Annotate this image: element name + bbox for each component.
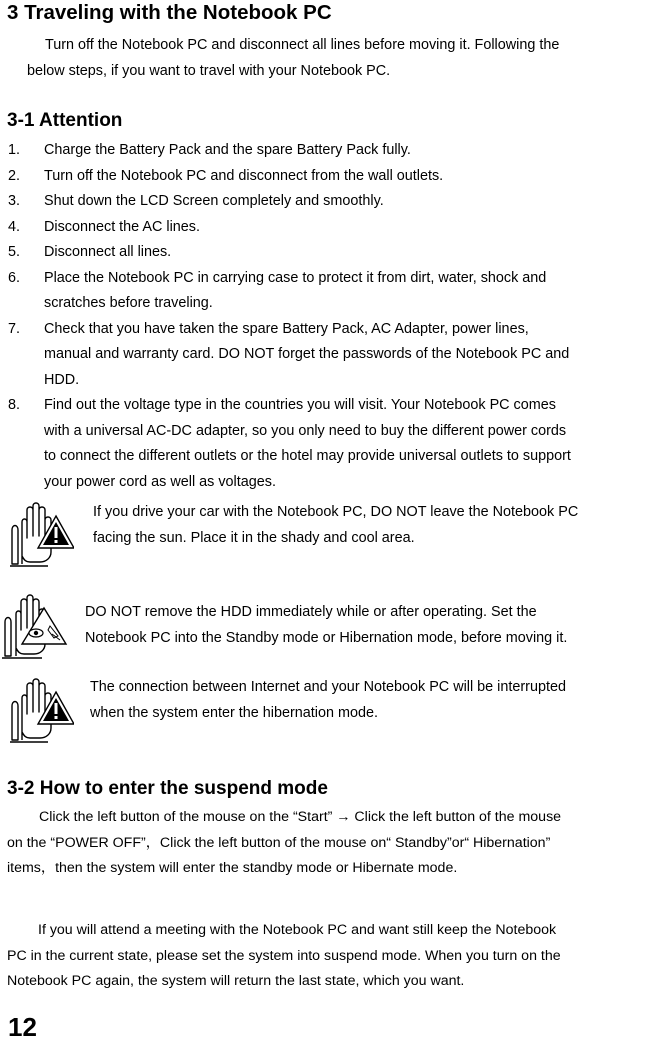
list-item-text: with a universal AC-DC adapter, so you only need to buy the different power cords xyxy=(44,422,567,439)
chapter-title: 3 Traveling with the Notebook PC xyxy=(7,1,332,24)
list-item-number: 5. xyxy=(8,244,21,260)
paragraph-line: Notebook PC again, the system will return the last state, which you want. xyxy=(7,973,465,990)
list-item-text: manual and warranty card. DO NOT forget the passwords of the Notebook PC and xyxy=(44,346,570,362)
paragraph-line: If you will attend a meeting with the Notebook PC and want still keep the Notebook xyxy=(38,922,557,938)
intro-line: below steps, if you want to travel with your Notebook PC. xyxy=(27,62,391,79)
list-item-text: Turn off the Notebook PC and disconnect from the wall outlets. xyxy=(44,167,444,184)
note-warning-sun xyxy=(93,500,578,551)
warning-hand-icon xyxy=(8,500,74,568)
paragraph-line: PC in the current state, please set the system into suspend mode. When you turn on the xyxy=(7,947,561,964)
section-heading-attention: 3-1 Attention xyxy=(7,110,123,131)
paragraph-line: Click the left button of the mouse on the “Start” → Click the left button of the mouse xyxy=(39,809,562,825)
list-item xyxy=(0,189,656,215)
note-text: Notebook PC into the Standby mode or Hibernation mode, before moving it. xyxy=(85,629,568,646)
list-item-text: Check that you have taken the spare Battery Pack, AC Adapter, power lines, xyxy=(44,320,529,337)
note-text: DO NOT remove the HDD immediately while or after operating. Set the xyxy=(85,604,537,620)
list-item-text: Disconnect the AC lines. xyxy=(44,218,200,235)
list-item-text: to connect the different outlets or the hotel may provide universal outlets to support xyxy=(44,448,571,464)
list-item-number: 2. xyxy=(8,167,21,184)
list-item-number: 1. xyxy=(8,142,21,158)
note-warning-internet xyxy=(90,675,566,726)
note-text: when the system enter the hibernation mode. xyxy=(90,704,378,721)
note-caution-hdd xyxy=(85,600,567,651)
paragraph-line: items，then the system will enter the standby mode or Hibernate mode. xyxy=(7,860,458,877)
warning-hand-icon xyxy=(8,676,74,744)
list-item xyxy=(0,317,656,394)
list-item-text: scratches before traveling. xyxy=(44,295,213,311)
list-item-number: 3. xyxy=(8,193,21,209)
list-item-number: 7. xyxy=(8,320,21,337)
list-item-number: 6. xyxy=(8,269,21,286)
list-item xyxy=(0,164,656,190)
note-text: The connection between Internet and your Notebook PC will be interrupted xyxy=(90,679,566,695)
section-heading-suspend: 3-2 How to enter the suspend mode xyxy=(7,778,328,799)
intro-paragraph xyxy=(0,33,656,84)
list-item-text: Charge the Battery Pack and the spare Battery Pack fully. xyxy=(44,142,411,158)
list-item-text: Shut down the LCD Screen completely and smoothly. xyxy=(44,193,384,209)
suspend-paragraph-2 xyxy=(0,918,656,995)
list-item-text: Disconnect all lines. xyxy=(44,244,172,260)
suspend-paragraph-1 xyxy=(0,805,656,882)
paragraph-line: on the “POWER OFF”，Click the left button of the mouse on“ Standby”or“ Hibernation” xyxy=(7,834,551,851)
list-item-number: 4. xyxy=(8,218,21,235)
list-item-text: Place the Notebook PC in carrying case to protect it from dirt, water, shock and xyxy=(44,269,547,286)
list-item xyxy=(0,138,656,164)
list-item-text: your power cord as well as voltages. xyxy=(44,473,276,490)
list-item xyxy=(0,393,656,495)
attention-list xyxy=(0,138,656,495)
list-item xyxy=(0,240,656,266)
list-item-text: HDD. xyxy=(44,371,80,388)
intro-line: Turn off the Notebook PC and disconnect all lines before moving it. Following the xyxy=(45,37,560,53)
caution-hand-icon xyxy=(0,590,68,660)
list-item-text: Find out the voltage type in the countries you will visit. Your Notebook PC comes xyxy=(44,397,556,413)
note-text: If you drive your car with the Notebook PC, DO NOT leave the Notebook PC xyxy=(93,504,579,520)
list-item xyxy=(0,266,656,317)
note-text: facing the sun. Place it in the shady and cool area. xyxy=(93,529,415,546)
list-item-number: 8. xyxy=(8,397,21,413)
page-number: 12 xyxy=(8,1012,37,1042)
list-item xyxy=(0,215,656,241)
